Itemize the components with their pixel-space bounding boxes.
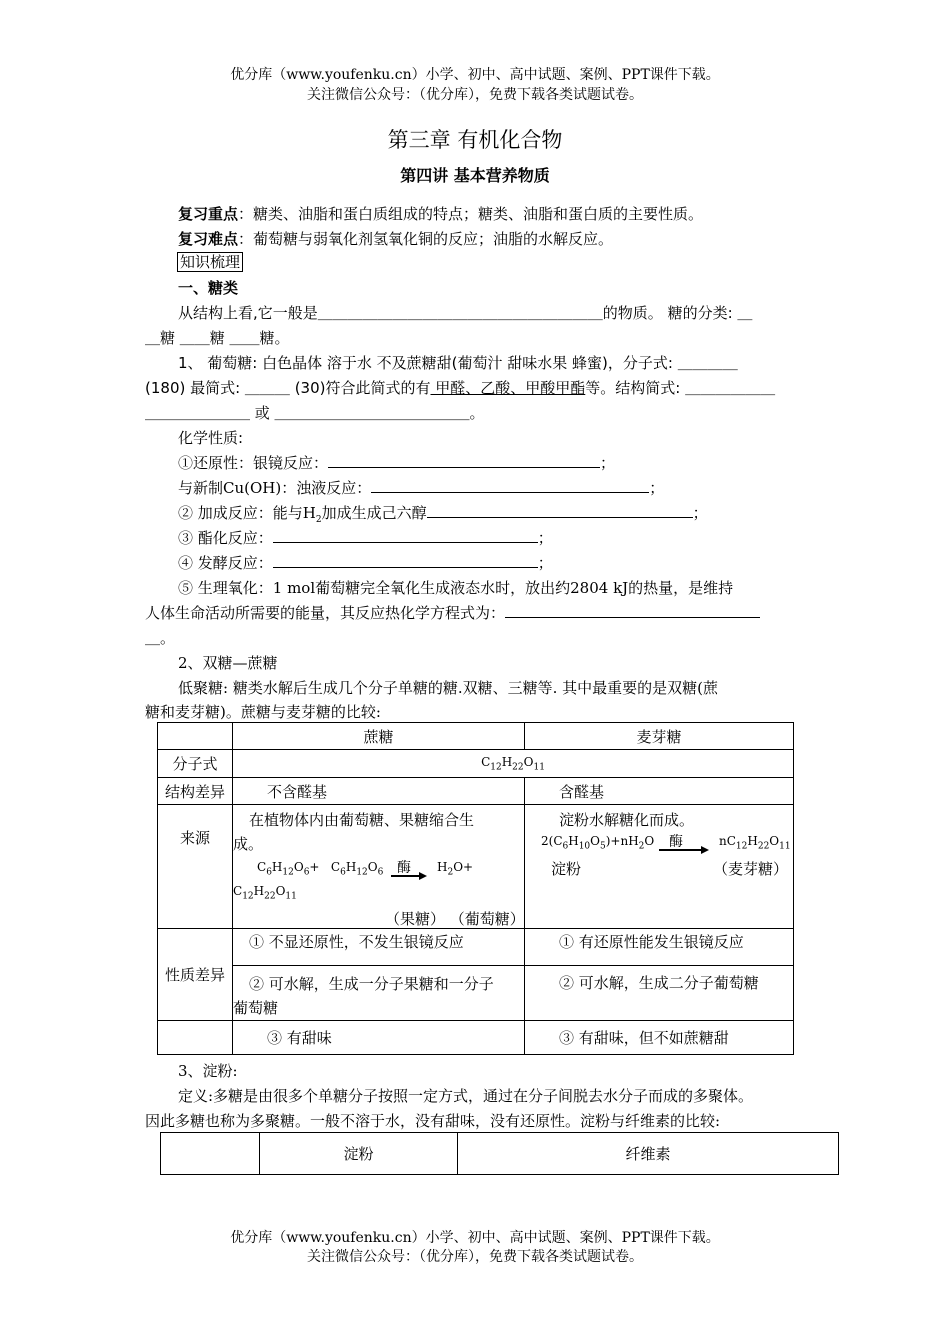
semi: ；	[600, 454, 616, 472]
p2a: ② 可水解，生成一分子果糖和一分子	[249, 975, 494, 993]
glucose-l2u: 甲醛、乙酸、甲酸甲酯	[430, 379, 586, 397]
col-sucrose: 蔗糖	[233, 723, 525, 750]
glucose-l2a: (180) 最简式: ＿＿＿ (30)符合此简式的有	[145, 379, 431, 397]
header-line-1: 优分库（www.youfenku.cn）小学、初中、高中试题、案例、PPT课件下载。	[230, 67, 720, 83]
footer-line-1: 优分库（www.youfenku.cn）小学、初中、高中试题、案例、PPT课件下载。	[230, 1230, 720, 1246]
chem-r4-text: ④ 发酵反应：	[178, 554, 273, 572]
prop3-sucrose: ③ 有甜味	[233, 1021, 525, 1055]
disaccharide-title: 2、双糖—蔗糖	[178, 654, 278, 672]
src1-arrow-icon	[391, 871, 427, 881]
formula-cell: $C_{12}H_{22}O_{11}$	[233, 750, 794, 778]
header-line-2: 关注微信公众号：（优分库），免费下载各类试题试卷。	[307, 87, 643, 103]
glucose-line3: ＿＿＿＿＿＿＿ 或 ＿＿＿＿＿＿＿＿＿＿＿＿＿。	[145, 404, 485, 422]
review-key-label: 复习重点	[178, 205, 239, 223]
starch-p1: 定义:多糖是由很多个单糖分子按照一定方式，通过在分子间脱去水分子而成的多聚体。	[178, 1087, 754, 1105]
chapter-title: 第三章 有机化合物	[387, 128, 563, 152]
prop2-maltose: ② 可水解，生成二分子葡萄糖	[525, 966, 794, 1021]
col-maltose: 麦芽糖	[525, 723, 794, 750]
semi: ；	[537, 554, 553, 572]
src1b: 成。	[233, 835, 264, 853]
chem-r5b	[145, 602, 760, 623]
para1-line1	[178, 302, 752, 323]
struct-maltose: 含醛基	[525, 778, 794, 805]
para1-a: 从结构上看,它一般是	[178, 304, 318, 322]
review-key	[178, 203, 703, 224]
chem-r5c: ＿。	[145, 629, 176, 647]
starch-title: 3、淀粉:	[178, 1062, 238, 1080]
chem-r2-sub: 2	[315, 515, 322, 525]
row-prop: 性质差异	[158, 929, 233, 1021]
chem-title: 化学性质:	[178, 429, 244, 447]
chem-r5a: ⑤ 生理氧化：1 mol葡萄糖完全氧化生成液态水时，放出约2804 kJ的热量，是维持	[178, 579, 734, 597]
para1-blank: ＿＿＿＿＿＿＿＿＿＿＿＿＿＿＿＿＿＿＿	[317, 304, 603, 322]
section-sugars: 一、糖类	[178, 279, 239, 297]
glucose-l2b: 等。结构简式: ＿＿＿＿＿＿	[585, 379, 776, 397]
src1-labels: （果糖） （葡萄糖）	[385, 910, 525, 928]
prop1-maltose: ① 有还原性能发生银镜反应	[525, 929, 794, 966]
knowledge-box: 知识梳理	[177, 252, 243, 272]
source-maltose	[525, 805, 794, 929]
polysaccharide-table	[160, 1132, 839, 1175]
glucose-line2	[145, 377, 775, 398]
chem-r4	[178, 552, 553, 573]
col-starch: 淀粉	[260, 1133, 458, 1175]
prop1-sucrose: ① 不显还原性，不发生银镜反应	[233, 929, 525, 966]
chem-r1b-text: 与新制Cu(OH)：浊液反应：	[178, 479, 372, 497]
src2-label-right: （麦芽糖）	[713, 860, 789, 878]
review-key-text: ：糖类、油脂和蛋白质组成的特点；糖类、油脂和蛋白质的主要性质。	[238, 205, 704, 223]
disaccharide-p2: 糖和麦芽糖)。蔗糖与麦芽糖的比较:	[145, 703, 381, 721]
src2-arrow-icon	[659, 845, 709, 855]
prop2-sucrose	[233, 966, 525, 1021]
para1-line2: ＿糖 ＿＿糖 ＿＿糖。	[145, 329, 290, 347]
footer-line-2: 关注微信公众号：（优分库），免费下载各类试题试卷。	[307, 1249, 643, 1265]
review-hard	[178, 228, 613, 249]
chem-r5b-text: 人体生命活动所需要的能量，其反应热化学方程式为：	[145, 604, 506, 622]
chem-r3-text: ③ 酯化反应：	[178, 529, 273, 547]
src1-eq-tail: $C_{12}H_{22}O_{11}$	[233, 884, 297, 902]
review-hard-text: ：葡萄糖与弱氧化剂氢氧化铜的反应；油脂的水解反应。	[238, 230, 614, 248]
src1-eq-right: $H_2O+$	[437, 860, 474, 878]
starch-p2: 因此多糖也称为多聚糖。一般不溶于水，没有甜味，没有还原性。淀粉与纤维素的比较:	[145, 1112, 721, 1130]
src2-enzyme: 酶	[669, 834, 683, 850]
semi: ；	[537, 529, 553, 547]
prop3-maltose: ③ 有甜味，但不如蔗糖甜	[525, 1021, 794, 1055]
semi: ；	[649, 479, 665, 497]
chem-r2b-text: 加成生成己六醇	[321, 504, 427, 522]
review-hard-label: 复习难点	[178, 230, 239, 248]
row-formula: 分子式	[158, 750, 233, 778]
src1a: 在植物体内由葡萄糖、果糖缩合生	[249, 811, 475, 829]
source-sucrose	[233, 805, 525, 929]
chem-r3	[178, 527, 553, 548]
src1-enzyme: 酶	[397, 860, 411, 876]
lecture-title: 第四讲 基本营养物质	[400, 166, 550, 185]
chem-r2	[178, 502, 708, 525]
disaccharide-p1: 低聚糖: 糖类水解后生成几个分子单糖的糖.双糖、三糖等. 其中最重要的是双糖(蔗	[178, 679, 718, 697]
chem-r1	[178, 452, 615, 473]
src2-eq-left: $2(C_6H_{10}O_5)+nH_2O$	[541, 834, 655, 852]
col-cellulose: 纤维素	[458, 1133, 839, 1175]
glucose-line1: 1、 葡萄糖: 白色晶体 溶于水 不及蔗糖甜(葡萄汁 甜味水果 蜂蜜)，分子式: ＿＿＿＿	[178, 354, 738, 372]
sugar-compare-table	[157, 722, 794, 1055]
src1-eq-left: $C_6H_{12}O_6+ C_6H_{12}O_6$	[257, 860, 384, 878]
p2a2: 葡萄糖	[233, 999, 279, 1017]
src2a: 淀粉水解糖化而成。	[559, 811, 695, 829]
struct-sucrose: 不含醛基	[233, 778, 525, 805]
semi: ；	[692, 504, 708, 522]
src2-label-left: 淀粉	[551, 860, 582, 878]
src2-eq-right: $nC_{12}H_{22}O_{11}$	[719, 834, 791, 852]
para1-b: 的物质。 糖的分类: ＿	[602, 304, 753, 322]
chem-r1-text: ①还原性：银镜反应：	[178, 454, 329, 472]
chem-r2-text: ② 加成反应：能与H	[178, 504, 316, 522]
row-struct: 结构差异	[158, 778, 233, 805]
chem-r1b	[178, 477, 664, 498]
row-source: 来源	[158, 805, 233, 929]
